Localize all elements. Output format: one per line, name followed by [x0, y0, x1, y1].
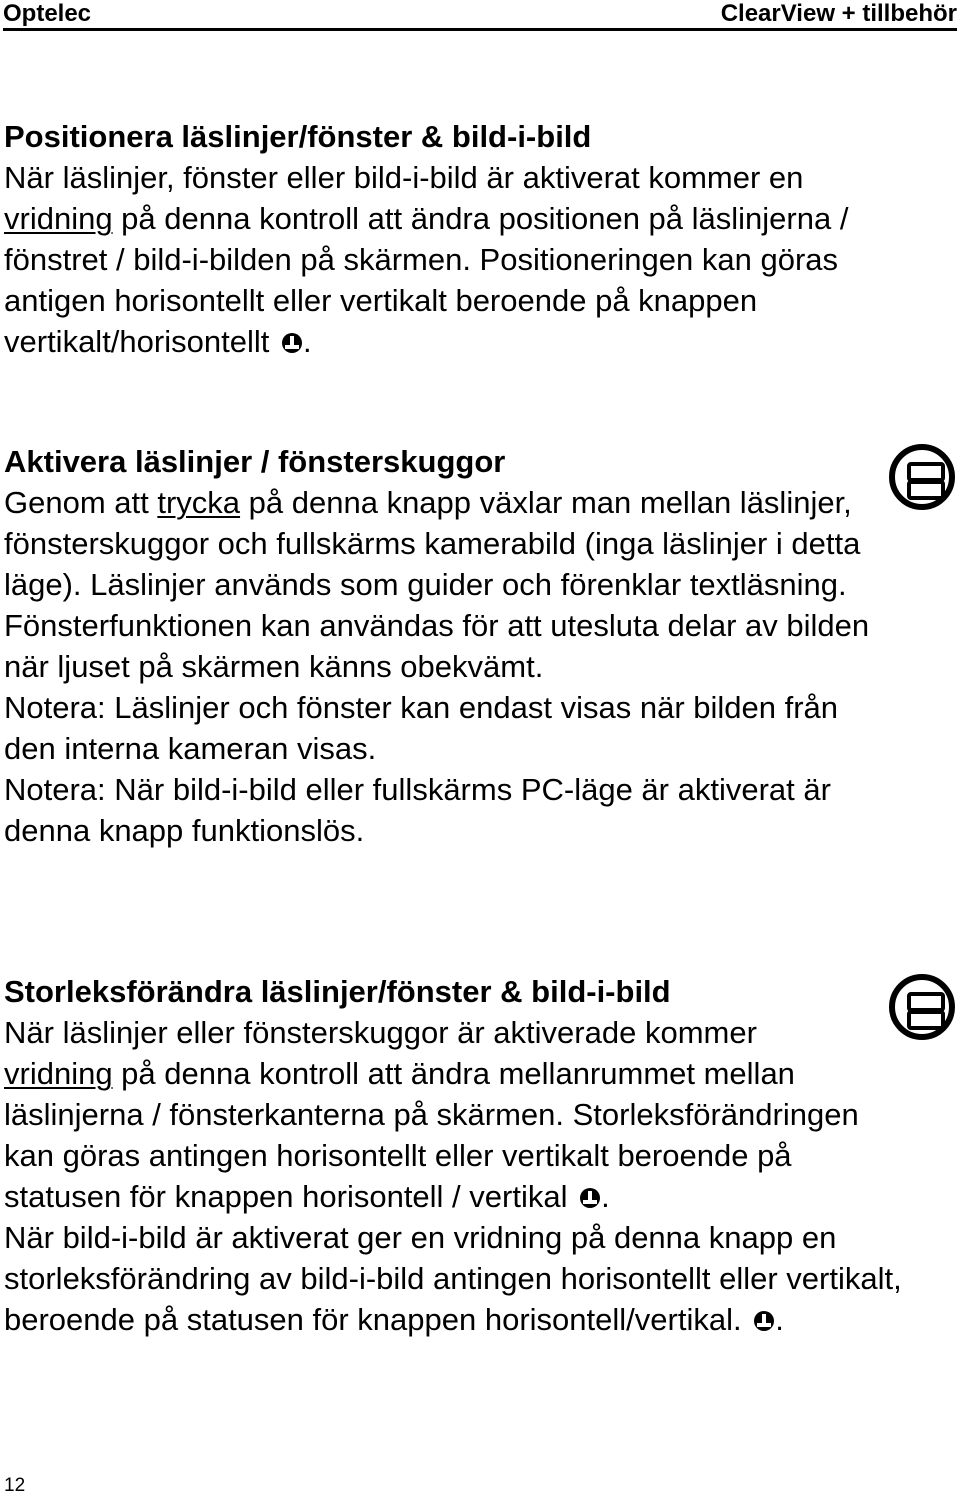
- section-storleksforandra: [4, 971, 944, 1340]
- body-text: på denna kontroll att ändra mellanrummet mellan läslinjerna / fönsterkanterna på skärmen. Storleksförändringen kan göras antingen horisontellt eller vertikalt beroende på statusen för knappen horisontell / vertikal: [4, 1056, 859, 1214]
- page-header: [3, 0, 957, 31]
- vertical-horizontal-toggle-icon: [281, 332, 303, 354]
- section-title-aktivera: Aktivera läslinjer / fönsterskuggor: [4, 444, 506, 479]
- body-text: på denna kontroll att ändra positionen på läslinjerna / fönstret / bild-i-bilden på skärmen. Positioneringen kan göras antigen horisontellt eller vertikalt beroende på knappen vertikalt/horisontellt: [4, 201, 849, 359]
- body-text: på denna knapp växlar man mellan läslinjer, fönsterskuggor och fullskärms kamerabild (inga läslinjer i detta läge). Läslinjer används som guider och förenklar textläsning. Fönsterfunktionen kan användas för att utesluta delar av bilden när ljuset på skärmen känns obekvämt.: [4, 485, 870, 684]
- header-brand: Optelec: [3, 0, 92, 27]
- body-text: När läslinjer eller fönsterskuggor är aktiverade kommer: [4, 1015, 757, 1050]
- reading-line-button-icon: [889, 444, 955, 510]
- body-text: .: [601, 1179, 610, 1214]
- section-body-storleksforandra: [4, 1012, 884, 1217]
- body-text: .: [302, 324, 312, 359]
- section-body-aktivera: [4, 482, 884, 687]
- section-aktivera: [4, 441, 884, 851]
- vertical-horizontal-toggle-icon: [753, 1310, 775, 1332]
- section-body-pip: [4, 1217, 944, 1340]
- vertical-horizontal-toggle-icon: [579, 1187, 601, 1209]
- emphasis-trycka: trycka: [157, 485, 241, 520]
- body-text: .: [775, 1302, 784, 1337]
- body-text: Genom att: [4, 485, 158, 520]
- page-number: 12: [4, 1475, 26, 1496]
- section-title-positionera: Positionera läslinjer/fönster & bild-i-bild: [4, 119, 592, 154]
- section-title-storleksforandra: Storleksförändra läslinjer/fönster & bild-i-bild: [4, 974, 671, 1009]
- note-pip-pc-mode: Notera: När bild-i-bild eller fullskärms PC-läge är aktiverat är denna knapp funktionslös.: [4, 772, 831, 848]
- body-text: När bild-i-bild är aktiverat ger en vridning på denna knapp en storleksförändring av bild-i-bild antingen horisontellt eller vertikalt, beroende på statusen för knappen horisontell/vertikal.: [4, 1220, 902, 1337]
- body-text: När läslinjer, fönster eller bild-i-bild är aktiverat kommer en: [4, 160, 804, 195]
- section-body-positionera: [4, 157, 934, 362]
- note-internal-camera: Notera: Läslinjer och fönster kan endast visas när bilden från den interna kameran visas.: [4, 690, 839, 766]
- header-product: ClearView + tillbehör: [720, 0, 957, 27]
- emphasis-vridning: vridning: [4, 201, 113, 236]
- section-positionera: [4, 116, 934, 362]
- emphasis-vridning: vridning: [4, 1056, 113, 1091]
